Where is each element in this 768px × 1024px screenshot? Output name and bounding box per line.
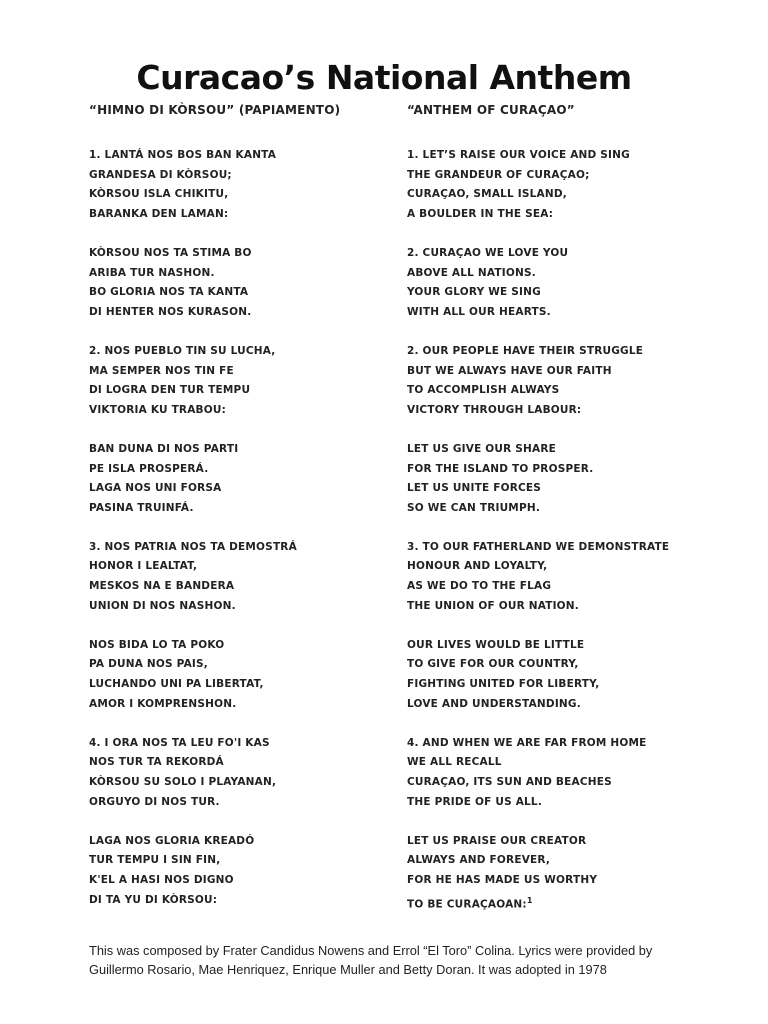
verse-line: TO GIVE FOR OUR COUNTRY, [407, 658, 579, 671]
stanza [407, 734, 727, 812]
verse-line: NOS BIDA LO TA POKO [89, 638, 225, 651]
verse-line: LET US PRAISE OUR CREATOR [407, 834, 587, 847]
stanza [89, 538, 389, 616]
verse-line: KÒRSOU NOS TA STIMA BO [89, 246, 252, 259]
papiamento-heading: “HIMNO DI KÒRSOU” (PAPIAMENTO) [89, 103, 341, 117]
verse-line: DI LOGRA DEN TUR TEMPU [89, 384, 251, 397]
stanza [407, 538, 727, 616]
verse-line: 1. LANTÁ NOS BOS BAN KANTA [89, 149, 277, 161]
verse-line: 2. OUR PEOPLE HAVE THEIR STRUGGLE [407, 344, 644, 357]
stanza [407, 244, 727, 322]
stanza [407, 342, 727, 420]
verse-line: AS WE DO TO THE FLAG [407, 580, 552, 593]
verse-line: CURAÇAO, SMALL ISLAND, [407, 188, 567, 201]
verse-line: SO WE CAN TRIUMPH. [407, 501, 541, 514]
verse-line: GRANDESA DI KÒRSOU; [89, 168, 232, 181]
verse-line: WE ALL RECALL [407, 756, 502, 769]
verse-line: KÒRSOU ISLA CHIKITU, [89, 188, 229, 201]
verse-line: FOR THE ISLAND TO PROSPER. [407, 462, 594, 475]
stanza [407, 146, 727, 224]
verse-line: CURAÇAO, ITS SUN AND BEACHES [407, 776, 612, 788]
stanza [89, 146, 389, 224]
verse-line: WITH ALL OUR HEARTS. [407, 305, 551, 318]
verse-line: 4. AND WHEN WE ARE FAR FROM HOME [407, 736, 647, 749]
verse-line: PA DUNA NOS PAIS, [89, 658, 208, 671]
stanza [89, 636, 389, 714]
papiamento-stanzas [89, 146, 389, 910]
stanza [89, 244, 389, 322]
verse-line: DI TA YU DI KÒRSOU: [89, 893, 218, 906]
verse-line: TO BE CURAÇAOAN:$^1$ [407, 895, 533, 911]
footnote-mark: 1 [526, 895, 533, 905]
stanza [407, 440, 727, 518]
verse-line: AMOR I KOMPRENSHON. [89, 697, 237, 710]
verse-line: YOUR GLORY WE SING [407, 286, 541, 299]
verse-line: FOR HE HAS MADE US WORTHY [407, 873, 598, 886]
english-heading: “ANTHEM OF CURAÇAO” [407, 103, 575, 117]
verse-line: MA SEMPER NOS TIN FE [89, 364, 234, 377]
verse-line: THE GRANDEUR OF CURAÇAO; [407, 168, 590, 181]
verse-line: LET US UNITE FORCES [407, 482, 542, 495]
stanza [407, 832, 727, 915]
verse-line: 4. I ORA NOS TA LEU FO'I KAS [89, 736, 270, 749]
verse-line: FIGHTING UNITED FOR LIBERTY, [407, 678, 600, 691]
verse-line: ARIBA TUR NASHON. [89, 266, 215, 279]
verse-line: BO GLORIA NOS TA KANTA [89, 286, 249, 299]
verse-line: K'EL A HASI NOS DIGNO [89, 873, 234, 886]
verse-line: TUR TEMPU I SIN FIN, [89, 854, 221, 867]
verse-line: 2. NOS PUEBLO TIN SU LUCHA, [89, 344, 276, 357]
verse-line: THE UNION OF OUR NATION. [407, 599, 579, 612]
verse-line: LUCHANDO UNI PA LIBERTAT, [89, 678, 264, 691]
verse-line: HONOR I LEALTAT, [89, 560, 198, 573]
verse-line: HONOUR AND LOYALTY, [407, 560, 548, 573]
verse-line: MESKOS NA E BANDERA [89, 580, 235, 593]
page-title: Curacao’s National Anthem [136, 58, 632, 97]
verse-line: TO ACCOMPLISH ALWAYS [407, 384, 560, 397]
verse-line: THE PRIDE OF US ALL. [407, 795, 543, 808]
verse-line: A BOULDER IN THE SEA: [407, 207, 554, 220]
verse-line: PE ISLA PROSPERÁ. [89, 462, 209, 475]
verse-line: LAGA NOS GLORIA KREADÓ [89, 834, 255, 847]
verse-line: VICTORY THROUGH LABOUR: [407, 403, 582, 416]
verse-line: 2. CURAÇAO WE LOVE YOU [407, 246, 569, 259]
verse-line: ORGUYO DI NOS TUR. [89, 795, 220, 808]
verse-line: ABOVE ALL NATIONS. [407, 266, 536, 279]
verse-line: BAN DUNA DI NOS PARTI [89, 442, 239, 455]
verse-line: 3. TO OUR FATHERLAND WE DEMONSTRATE [407, 540, 670, 553]
verse-line: KÒRSOU SU SOLO I PLAYANAN, [89, 776, 277, 788]
verse-line: UNION DI NOS NASHON. [89, 599, 236, 612]
verse-line: DI HENTER NOS KURASON. [89, 305, 252, 318]
stanza [89, 832, 389, 910]
verse-line: LAGA NOS UNI FORSA [89, 482, 222, 495]
verse-line: BARANKA DEN LAMAN: [89, 207, 229, 220]
verse-line: BUT WE ALWAYS HAVE OUR FAITH [407, 364, 612, 377]
verse-line: LET US GIVE OUR SHARE [407, 442, 557, 455]
verse-line: PASINA TRUINFÁ. [89, 501, 194, 514]
footer-note: This was composed by Frater Candidus Nowens and Errol “El Toro” Colina. Lyrics were provided by Guillermo Rosario, Mae Henriquez, Enrique Muller and Betty Doran. It was adopted in 1978 [89, 943, 653, 977]
papiamento-column [89, 100, 389, 930]
verse-line: LOVE AND UNDERSTANDING. [407, 697, 581, 710]
verse-line: NOS TUR TA REKORDÁ [89, 756, 224, 769]
verse-line: VIKTORIA KU TRABOU: [89, 403, 226, 416]
verse-line: 3. NOS PATRIA NOS TA DEMOSTRÁ [89, 540, 297, 553]
english-column [407, 100, 727, 934]
stanza [407, 636, 727, 714]
verse-line: OUR LIVES WOULD BE LITTLE [407, 638, 585, 651]
stanza [89, 440, 389, 518]
english-stanzas [407, 146, 727, 915]
stanza [89, 734, 389, 812]
stanza [89, 342, 389, 420]
verse-line: 1. LET’S RAISE OUR VOICE AND SING [407, 149, 630, 161]
verse-line: ALWAYS AND FOREVER, [407, 854, 551, 867]
